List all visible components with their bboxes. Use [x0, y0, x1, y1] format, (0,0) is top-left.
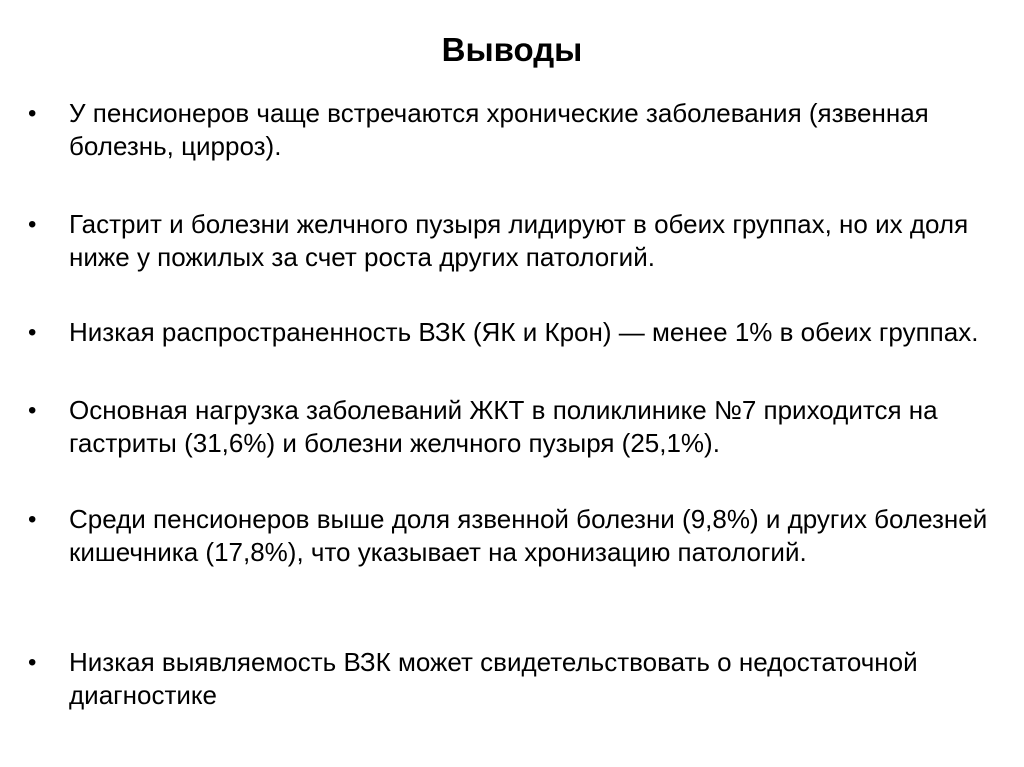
bullet-text: Низкая распространенность ВЗК (ЯК и Крон) — менее 1% в обеих группах. — [69, 317, 979, 347]
bullet-text: Среди пенсионеров выше доля язвенной болезни (9,8%) и других болезней кишечника (17,8%), что указывает на хронизацию патологий. — [69, 504, 988, 567]
bullet-text: Низкая выявляемость ВЗК может свидетельствовать о недостаточной диагностике — [69, 647, 918, 710]
bullet-marker: • — [28, 649, 37, 676]
slide-title: Выводы — [441, 31, 583, 68]
bullet-marker: • — [28, 397, 37, 424]
bullet-text: Гастрит и болезни желчного пузыря лидируют в обеих группах, но их доля ниже у пожилых за счет роста других патологий. — [69, 209, 969, 272]
bullet-marker: • — [28, 211, 37, 238]
bullet-text: У пенсионеров чаще встречаются хронические заболевания (язвенная болезнь, цирроз). — [69, 98, 929, 161]
bullet-marker: • — [28, 100, 37, 127]
bullet-marker: • — [28, 506, 37, 533]
bullet-text: Основная нагрузка заболеваний ЖКТ в поликлинике №7 приходится на гастриты (31,6%) и болезни желчного пузыря (25,1%). — [69, 395, 938, 458]
bullet-marker: • — [28, 319, 37, 346]
